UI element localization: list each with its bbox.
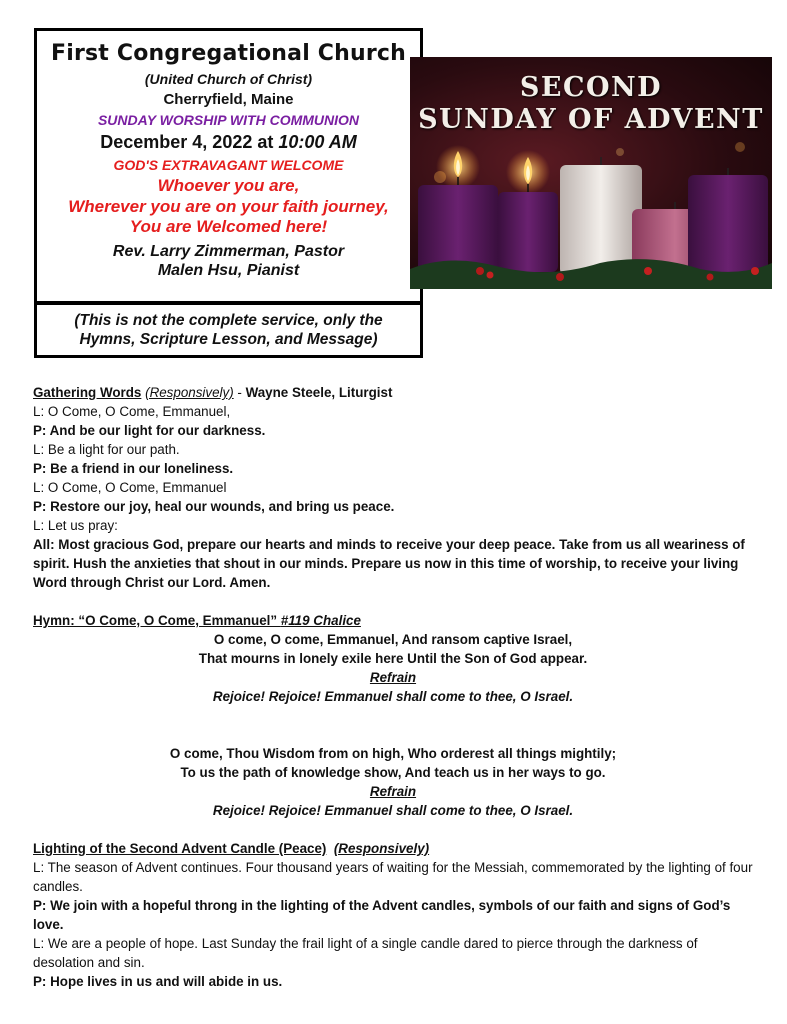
lighting-mode: (Responsively) (333, 841, 430, 856)
theme: GOD'S EXTRAVAGANT WELCOME (113, 156, 344, 173)
welcome-line: Wherever you are on your faith journey, (68, 196, 389, 216)
hymn-verse-line: That mourns in lonely exile here Until the Son of God appear. (198, 651, 588, 666)
litany-line: P: Hope lives in us and will abide in us. (33, 974, 283, 989)
refrain-text: Rejoice! Rejoice! Emmanuel shall come to thee, O Israel. (212, 689, 574, 704)
gathering-title: Gathering Words (33, 385, 142, 400)
refrain-label: Refrain (369, 670, 417, 685)
welcome-message (37, 176, 420, 237)
service-date (37, 132, 420, 154)
hymn-verse-line: O come, Thou Wisdom from on high, Who orderest all things mightily; (169, 746, 617, 761)
litany-line: L: Let us pray: (33, 518, 118, 533)
image-title-line1: SECOND (519, 72, 663, 103)
date-text: December 4, 2022 at (100, 131, 279, 152)
image-title-line2: SUNDAY OF ADVENT (418, 104, 764, 135)
litany-line: P: And be our light for our darkness. (33, 423, 266, 438)
gathering-separator: - (233, 385, 246, 400)
hymn-title: Hymn: “O Come, O Come, Emmanuel” (33, 613, 281, 628)
liturgist: Wayne Steele, Liturgist (245, 385, 393, 400)
service-note (34, 302, 423, 358)
hymn-heading (33, 611, 753, 630)
unison-prayer: All: Most gracious God, prepare our hearts and minds to receive your deep peace. Take from us all weariness of spirit. Hush the anxieties that shout in our minds. Prepare us now in this time of worship, to receive your living Word through Christ our Lord. Amen. (33, 537, 745, 590)
litany-line: L: We are a people of hope. Last Sunday the frail light of a single candle dared to pierce through the darkness of desolation and sin. (33, 936, 698, 970)
litany-line: L: O Come, O Come, Emmanuel (33, 480, 227, 495)
refrain-text: Rejoice! Rejoice! Emmanuel shall come to thee, O Israel. (212, 803, 574, 818)
lighting-title: Lighting of the Second Advent Candle (Peace) (33, 841, 327, 856)
note-line: Hymns, Scripture Lesson, and Message) (79, 331, 378, 349)
denomination: (United Church of Christ) (144, 71, 313, 88)
litany-line: P: Restore our joy, heal our wounds, and bring us peace. (33, 499, 395, 514)
bulletin-header (34, 28, 423, 304)
location: Cherryfield, Maine (163, 91, 294, 109)
service-type: SUNDAY WORSHIP WITH COMMUNION (97, 112, 360, 129)
note-line: (This is not the complete service, only the (74, 312, 383, 329)
litany-line: L: Be a light for our path. (33, 442, 180, 457)
gathering-mode: (Responsively) (145, 385, 234, 400)
service-time: 10:00 AM (278, 131, 357, 152)
litany-line: L: The season of Advent continues. Four thousand years of waiting for the Messiah, commemorated by the lighting of four candles. (33, 860, 753, 894)
gathering-heading (33, 383, 753, 402)
litany-line: P: We join with a hopeful throng in the lighting of the Advent candles, symbols of our faith and signs of God’s love. (33, 898, 731, 932)
church-name: First Congregational Church (50, 41, 407, 66)
advent-candles-image (410, 57, 772, 289)
welcome-line: You are Welcomed here! (129, 217, 328, 237)
pianist: Malen Hsu, Pianist (157, 261, 300, 279)
welcome-line: Whoever you are, (157, 176, 300, 196)
lighting-heading (33, 839, 753, 858)
bulletin-content (33, 383, 753, 991)
hymn-verse-line: O come, O come, Emmanuel, And ransom captive Israel, (213, 632, 573, 647)
litany-line: P: Be a friend in our loneliness. (33, 461, 234, 476)
refrain-label: Refrain (369, 784, 417, 799)
hymn-number: #119 Chalice (280, 613, 361, 628)
staff-list (37, 242, 420, 280)
pastor: Rev. Larry Zimmerman, Pastor (112, 242, 345, 260)
litany-line: L: O Come, O Come, Emmanuel, (33, 404, 231, 419)
hymn-verse-line: To us the path of knowledge show, And teach us in her ways to go. (180, 765, 606, 780)
